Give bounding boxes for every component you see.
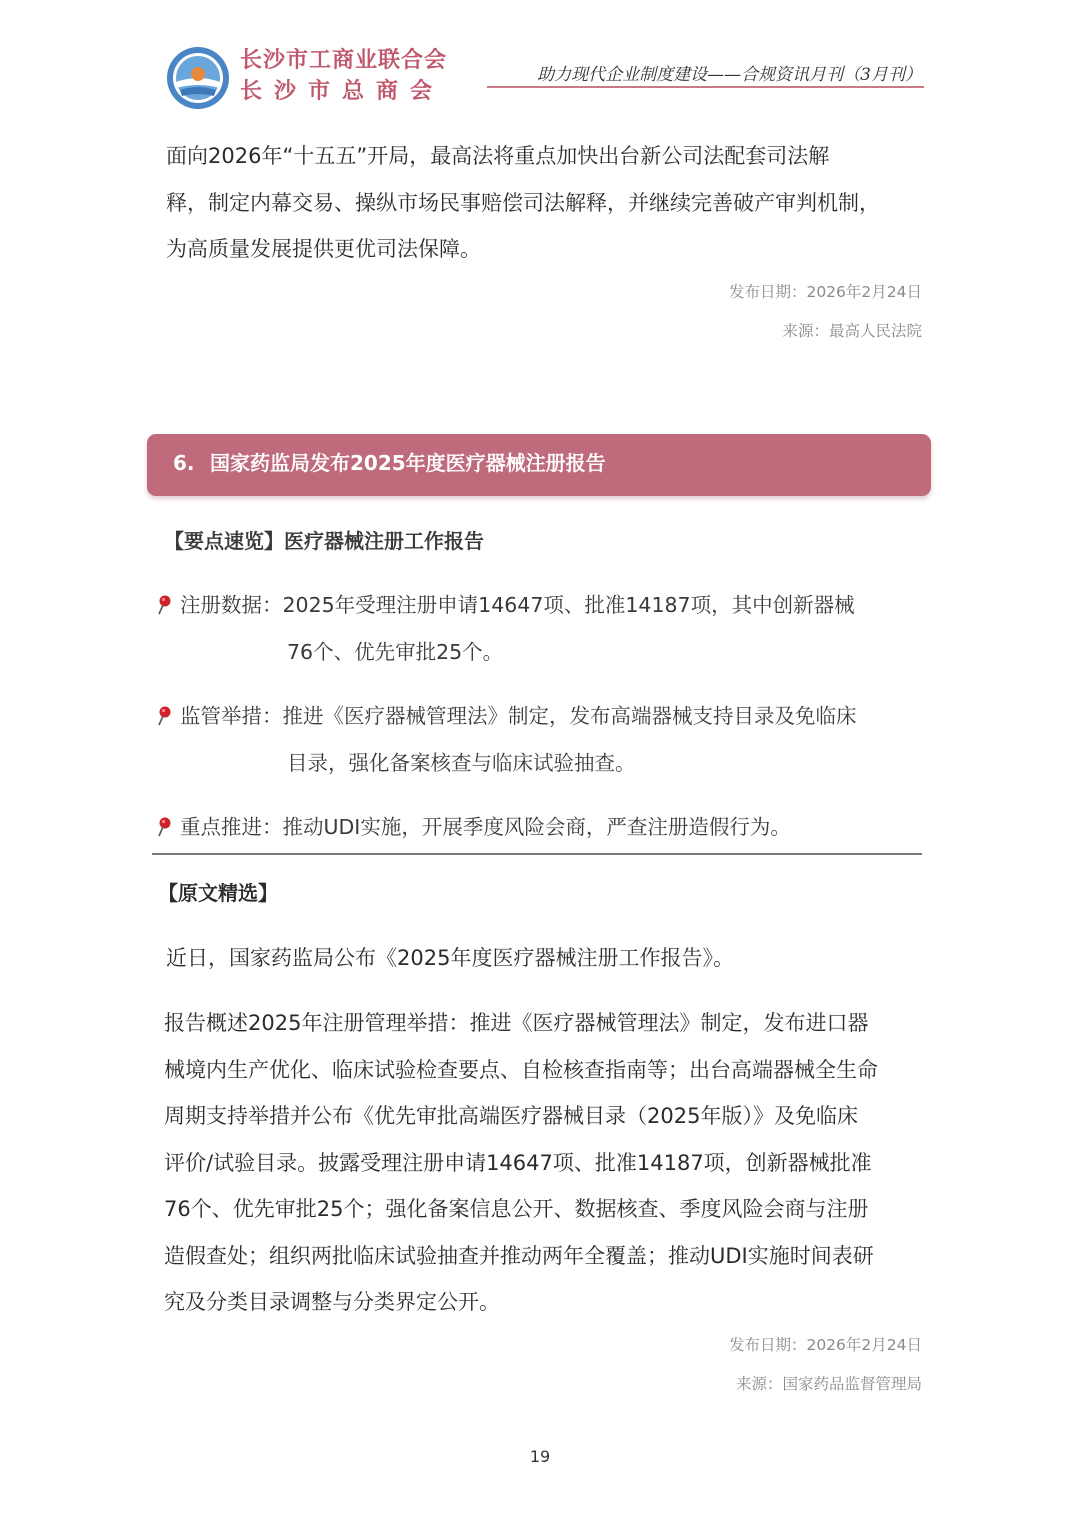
publish-date: 发布日期：2026年2月24日 — [728, 1336, 922, 1354]
prev-article-paragraph — [166, 133, 926, 273]
summary-bullet — [156, 582, 926, 675]
source: 来源：国家药品监督管理局 — [735, 1375, 922, 1393]
header-rule — [487, 86, 924, 88]
pushpin-icon — [156, 595, 172, 615]
text-line: 械境内生产优化、临床试验检查要点、自检核查指南等；出台高端器械全生命 — [164, 1057, 878, 1082]
text-line: 释，制定内幕交易、操纵市场民事赔偿司法解释，并继续完善破产审判机制， — [166, 190, 880, 215]
section-number: 6. — [173, 451, 195, 475]
intro-paragraph — [166, 935, 926, 982]
pushpin-icon — [156, 817, 172, 837]
org-name-line1: 长沙市工商业联合会 — [240, 48, 448, 73]
org-name-line2: 长沙市总商会 — [240, 79, 445, 104]
bullet-line: 监管举措：推进《医疗器械管理法》制定，发布高端器械支持目录及免临床 — [180, 704, 857, 728]
journal-title: 助力现代企业制度建设——合规资讯月刊（3月刊） — [537, 65, 922, 85]
bullet-line: 目录，强化备案核查与临床试验抽查。 — [287, 750, 636, 775]
summary-bullet — [156, 804, 926, 851]
text-line: 评价/试验目录。披露受理注册申请14647项、批准14187项，创新器械批准 — [164, 1150, 872, 1175]
federation-logo-icon — [166, 46, 230, 110]
section-banner — [147, 434, 931, 496]
summary-heading: 【要点速览】医疗器械注册工作报告 — [164, 529, 484, 553]
text-line: 近日，国家药监局公布《2025年度医疗器械注册工作报告》。 — [166, 946, 734, 970]
prev-source: 来源：最高人民法院 — [782, 322, 922, 340]
pushpin-icon — [156, 706, 172, 726]
summary-bullet — [156, 693, 926, 786]
text-line: 为高质量发展提供更优司法保障。 — [166, 237, 481, 261]
text-line: 周期支持举措并公布《优先审批高端医疗器械目录（2025年版）》及免临床 — [164, 1104, 858, 1128]
text-line: 造假查处；组织两批临床试验抽查并推动两年全覆盖；推动UDI实施时间表研 — [164, 1243, 874, 1268]
bullet-line: 注册数据：2025年受理注册申请14647项、批准14187项，其中创新器械 — [180, 593, 855, 617]
text-line: 76个、优先审批25个；强化备案信息公开、数据核查、季度风险会商与注册 — [164, 1197, 869, 1221]
bullet-line: 76个、优先审批25个。 — [287, 639, 504, 664]
section-divider — [152, 853, 922, 855]
prev-publish-date: 发布日期：2026年2月24日 — [728, 283, 922, 301]
organization-name — [240, 46, 447, 108]
bullet-line: 重点推进：推动UDI实施，开展季度风险会商，严查注册造假行为。 — [180, 815, 791, 839]
text-line: 报告概述2025年注册管理举措：推进《医疗器械管理法》制定，发布进口器 — [164, 1011, 869, 1035]
text-line: 面向2026年“十五五”开局，最高法将重点加快出台新公司法配套司法解 — [166, 144, 830, 168]
page-header — [0, 0, 1080, 120]
section-title: 国家药监局发布2025年度医疗器械注册报告 — [210, 451, 606, 475]
body-paragraph — [164, 1000, 924, 1326]
page-number: 19 — [529, 1447, 551, 1466]
text-line: 究及分类目录调整与分类界定公开。 — [164, 1290, 500, 1314]
original-heading: 【原文精选】 — [158, 881, 278, 905]
